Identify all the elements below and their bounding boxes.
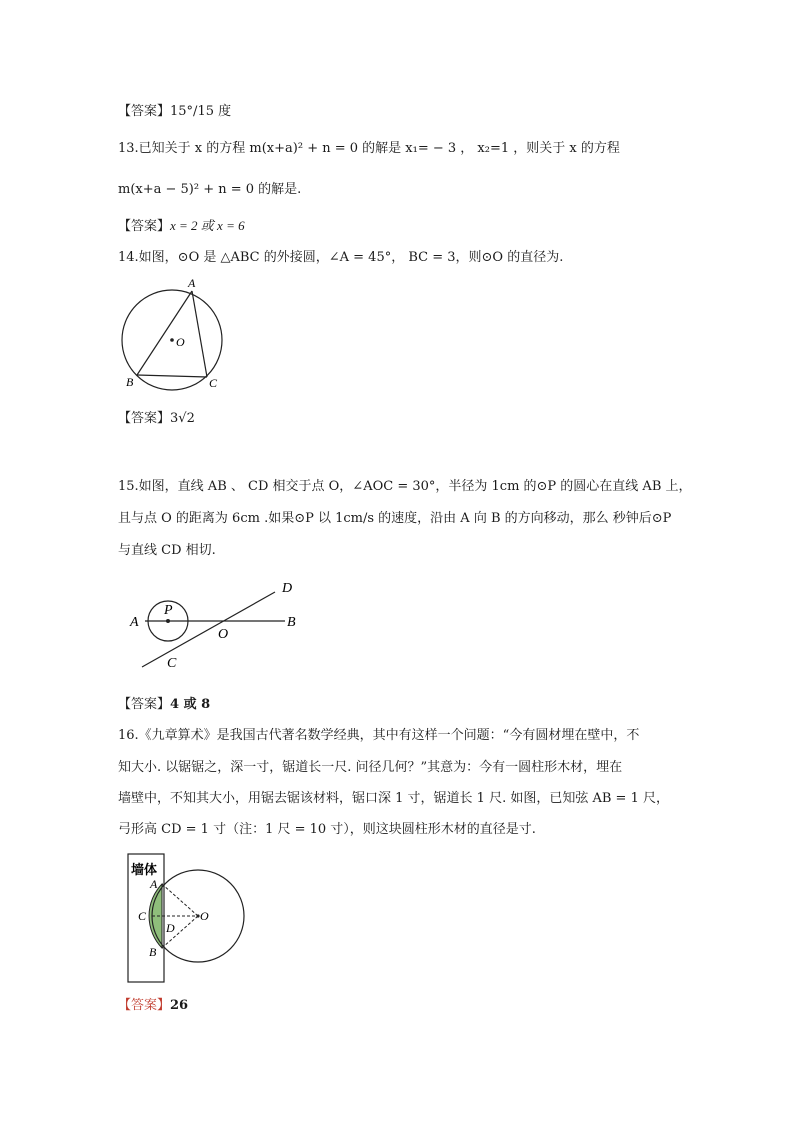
q13-text-line1: 13.已知关于 x 的方程 m(x+a)² + n = 0 的解是 x₁= − 3 ， x₂=1 ，则关于 x 的方程 [118,141,620,156]
q14-figure [115,275,230,395]
side-bc [137,375,207,377]
q16-figure [125,852,250,984]
label-o: O [200,909,209,923]
answer-label: 【答案】 [118,104,171,119]
label-b: B [287,615,296,630]
label-a: A [150,877,158,891]
q13-text-line2: m(x+a − 5)² + n = 0 的解是. [118,182,302,197]
answer-text: 4 或 8 [170,697,211,712]
wall-label: 墙体 [131,863,158,878]
answer-text: x = 2 或 x = 6 [170,218,245,233]
label-o: O [176,335,185,349]
q16-text-line4: 弓形高 CD = 1 寸（注：1 尺 = 10 寸），则这块圆柱形木材的直径是寸. [118,822,536,837]
radius-oa [162,884,198,916]
label-a: A [188,276,196,290]
q16-text-line2: 知大小. 以锯锯之，深一寸，锯道长一尺. 问径几何？”其意为：今有一圆柱形木材，埋在 [118,760,623,775]
q15-text-line3: 与直线 CD 相切. [118,543,216,558]
side-ab [137,291,192,375]
q14-text-line1: 14.如图，⊙O 是 △ABC 的外接圆，∠A = 45°， BC = 3，则⊙O 的直径为. [118,250,564,265]
answer-label: 【答案】 [118,697,171,712]
q12-answer-line [118,102,231,122]
label-b: B [149,945,157,959]
label-d: D [282,581,293,596]
label-d: D [166,921,175,935]
q13-answer-line [118,216,245,237]
q15-text-line1: 15.如图，直线 AB 、 CD 相交于点 O，∠AOC = 30°，半径为 1cm 的⊙P 的圆心在直线 AB 上， [118,479,692,494]
q15-figure [125,575,310,670]
line-cd [142,592,275,667]
label-a: A [130,615,139,630]
q15-answer-line [118,695,210,715]
label-c: C [209,376,218,390]
label-p: P [164,603,173,618]
circular-segment [149,884,162,948]
answer-text: 26 [170,998,189,1013]
label-c: C [138,909,147,923]
answer-label: 【答案】 [118,219,171,234]
answer-text: 3√2 [170,411,195,426]
label-o: O [218,627,229,642]
answer-text: 15°/15 度 [170,104,232,119]
q15-text-line2: 且与点 O 的距离为 6cm .如果⊙P 以 1cm/s 的速度，沿由 A 向 B 的方向移动，那么 秒钟后⊙P [118,511,672,526]
answer-label: 【答案】 [118,411,171,426]
label-c: C [167,656,177,671]
q16-text-line3: 墙壁中，不知其大小，用锯去锯该材料，锯口深 1 寸，锯道长 1 尺. 如图，已知弦 AB = 1 尺， [118,791,669,806]
q16-answer-line [118,996,188,1016]
side-ac [192,291,207,377]
label-b: B [126,375,134,389]
q14-answer-line [118,409,195,429]
point-p [166,619,170,623]
answer-label: 【答案】 [118,998,171,1013]
q16-text-line1: 16.《九章算术》是我国古代著名数学经典，其中有这样一个问题：“今有圆材埋在壁中，不 [118,728,640,743]
center-point [170,338,174,342]
